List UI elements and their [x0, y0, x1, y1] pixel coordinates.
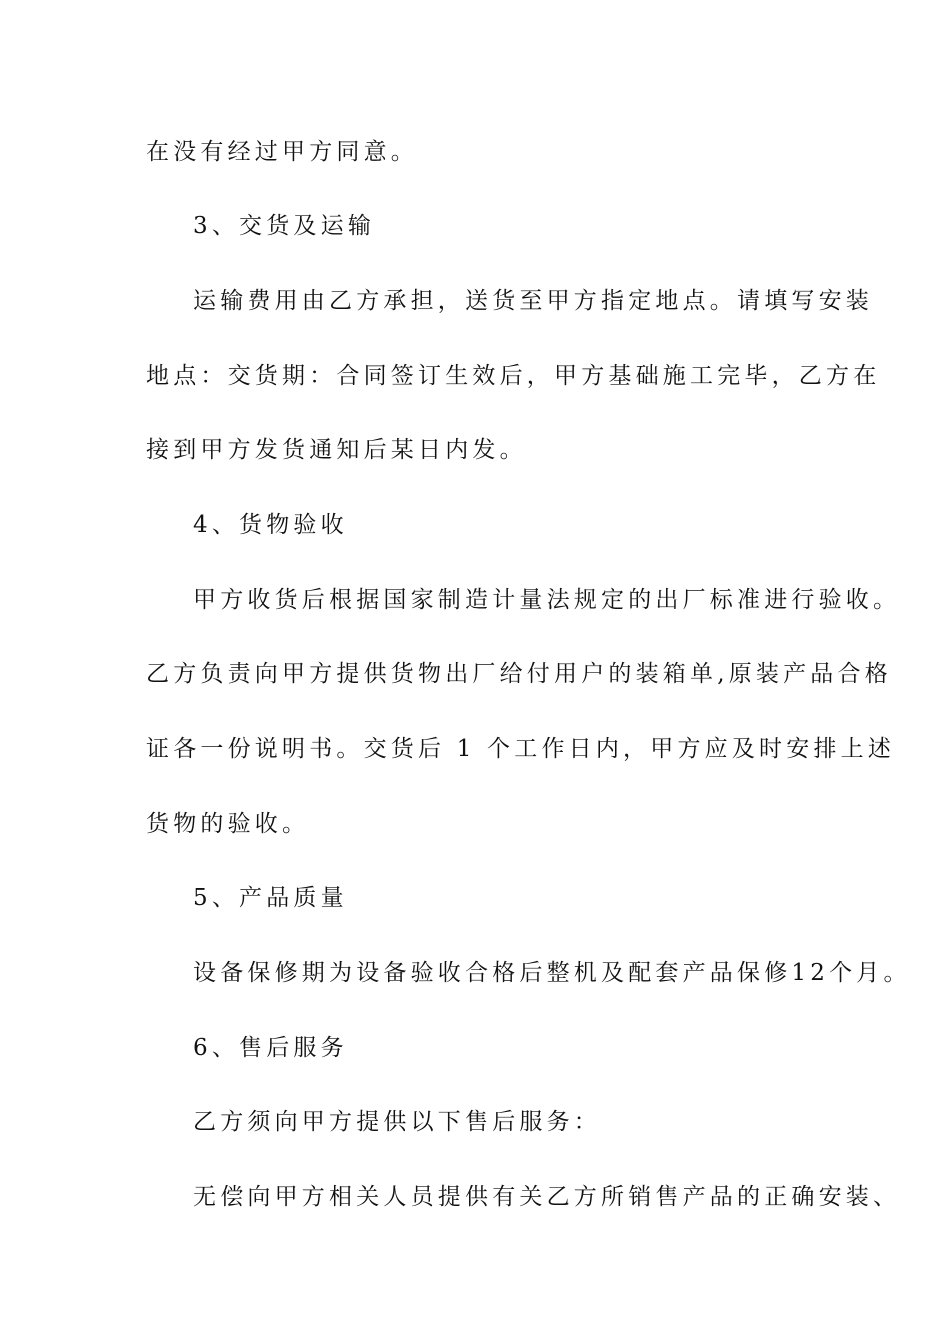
- paragraph-line: 甲方收货后根据国家制造计量法规定的出厂标准进行验收。: [193, 587, 901, 613]
- paragraph-line: 乙方须向甲方提供以下售后服务：: [193, 1109, 601, 1135]
- paragraph-line: 乙方负责向甲方提供货物出厂给付用户的装箱单,原装产品合格: [146, 661, 892, 687]
- paragraph-line: 货物的验收。: [146, 811, 310, 837]
- paragraph-line: 运输费用由乙方承担，送货至甲方指定地点。请填写安装: [193, 288, 873, 314]
- section-heading-delivery: 3、交货及运输: [193, 213, 376, 239]
- section-heading-after-sales: 6、售后服务: [193, 1035, 348, 1061]
- paragraph-line: 接到甲方发货通知后某日内发。: [146, 437, 527, 463]
- paragraph-line: 地点：交货期：合同签订生效后，甲方基础施工完毕，乙方在: [146, 363, 881, 389]
- section-heading-acceptance: 4、货物验收: [193, 512, 348, 538]
- section-heading-quality: 5、产品质量: [193, 885, 348, 911]
- paragraph-line: 证各一份说明书。交货后 1 个工作日内，甲方应及时安排上述: [146, 736, 896, 762]
- paragraph-line: 在没有经过甲方同意。: [146, 139, 418, 165]
- paragraph-line: 无偿向甲方相关人员提供有关乙方所销售产品的正确安装、: [193, 1184, 901, 1210]
- paragraph-line: 设备保修期为设备验收合格后整机及配套产品保修12个月。: [193, 960, 911, 986]
